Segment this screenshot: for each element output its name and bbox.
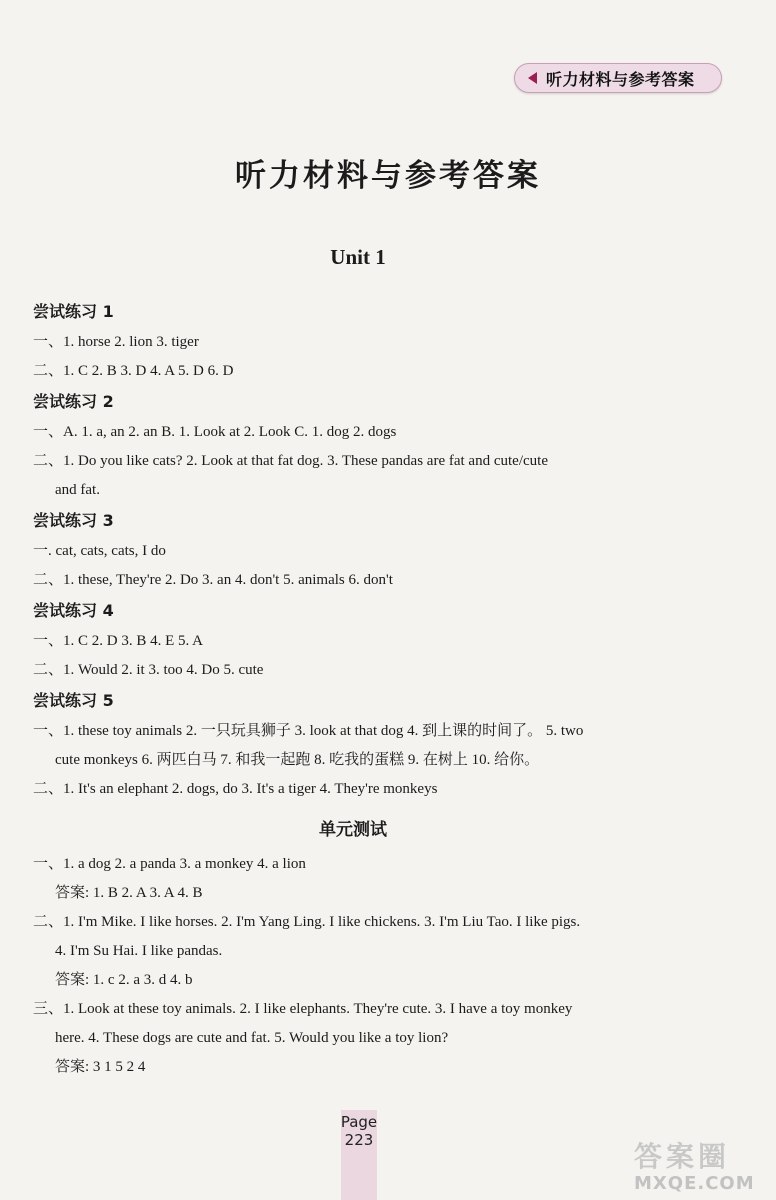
answer-line: 答案: 3 1 5 2 4 <box>55 1059 146 1075</box>
header-tab-label: 听力材料与参考答案 <box>546 69 695 89</box>
section-title: 尝试练习 1 <box>33 302 114 321</box>
page-number-label <box>330 1113 388 1149</box>
answer-line: and fat. <box>55 482 100 498</box>
answer-line: 二、1. these, They're 2. Do 3. an 4. don't 5. animals 6. don't <box>33 572 393 588</box>
page-word: Page <box>340 1113 378 1131</box>
section-practice-1 <box>33 296 693 386</box>
answer-line: 一、1. these toy animals 2. 一只玩具狮子 3. look at that dog 4. 到上课的时间了。 5. two <box>33 723 584 739</box>
answer-line: 答案: 1. c 2. a 3. d 4. b <box>55 972 193 988</box>
page-title: 听力材料与参考答案 <box>235 158 541 194</box>
triangle-marker-icon <box>528 72 537 84</box>
section-practice-4 <box>33 595 693 685</box>
answer-line: 二、1. Do you like cats? 2. Look at that fat dog. 3. These pandas are fat and cute/cute <box>33 453 548 469</box>
answer-line: 二、1. Would 2. it 3. too 4. Do 5. cute <box>33 662 264 678</box>
answer-line: 二、1. It's an elephant 2. dogs, do 3. It's a tiger 4. They're monkeys <box>33 781 438 797</box>
watermark-sub: MXQE.COM <box>634 1173 755 1194</box>
page-number: 223 <box>344 1131 374 1149</box>
site-watermark <box>634 1140 774 1198</box>
answer-content <box>33 296 693 1082</box>
answer-line: here. 4. These dogs are cute and fat. 5. Would you like a toy lion? <box>55 1030 449 1046</box>
answer-line: 答案: 1. B 2. A 3. A 4. B <box>55 885 203 901</box>
unit-test-title: 单元测试 <box>319 820 387 840</box>
section-title: 尝试练习 4 <box>33 601 114 620</box>
answer-line: 二、1. C 2. B 3. D 4. A 5. D 6. D <box>33 363 234 379</box>
section-practice-5 <box>33 685 693 804</box>
section-unit-test <box>33 810 693 1082</box>
section-title: 尝试练习 5 <box>33 691 114 710</box>
section-title: 尝试练习 3 <box>33 511 114 530</box>
answer-line: 4. I'm Su Hai. I like pandas. <box>55 943 223 959</box>
answer-line: 一、1. a dog 2. a panda 3. a monkey 4. a lion <box>33 856 306 872</box>
answer-line: cute monkeys 6. 两匹白马 7. 和我一起跑 8. 吃我的蛋糕 9. 在树上 10. 给你。 <box>55 752 540 768</box>
answer-line: 一、1. horse 2. lion 3. tiger <box>33 334 199 350</box>
watermark-main: 答案圈 <box>634 1140 731 1173</box>
answer-line: 一. cat, cats, cats, I do <box>33 543 166 559</box>
section-practice-3 <box>33 505 693 595</box>
section-title: 尝试练习 2 <box>33 392 114 411</box>
answer-line: 一、A. 1. a, an 2. an B. 1. Look at 2. Look C. 1. dog 2. dogs <box>33 424 397 440</box>
section-header-tab <box>514 63 722 93</box>
unit-title: Unit 1 <box>330 245 386 269</box>
answer-line: 一、1. C 2. D 3. B 4. E 5. A <box>33 633 204 649</box>
answer-line: 三、1. Look at these toy animals. 2. I like elephants. They're cute. 3. I have a toy monkey <box>33 1001 573 1017</box>
section-practice-2 <box>33 386 693 505</box>
answer-line: 二、1. I'm Mike. I like horses. 2. I'm Yang Ling. I like chickens. 3. I'm Liu Tao. I like pigs. <box>33 914 581 930</box>
